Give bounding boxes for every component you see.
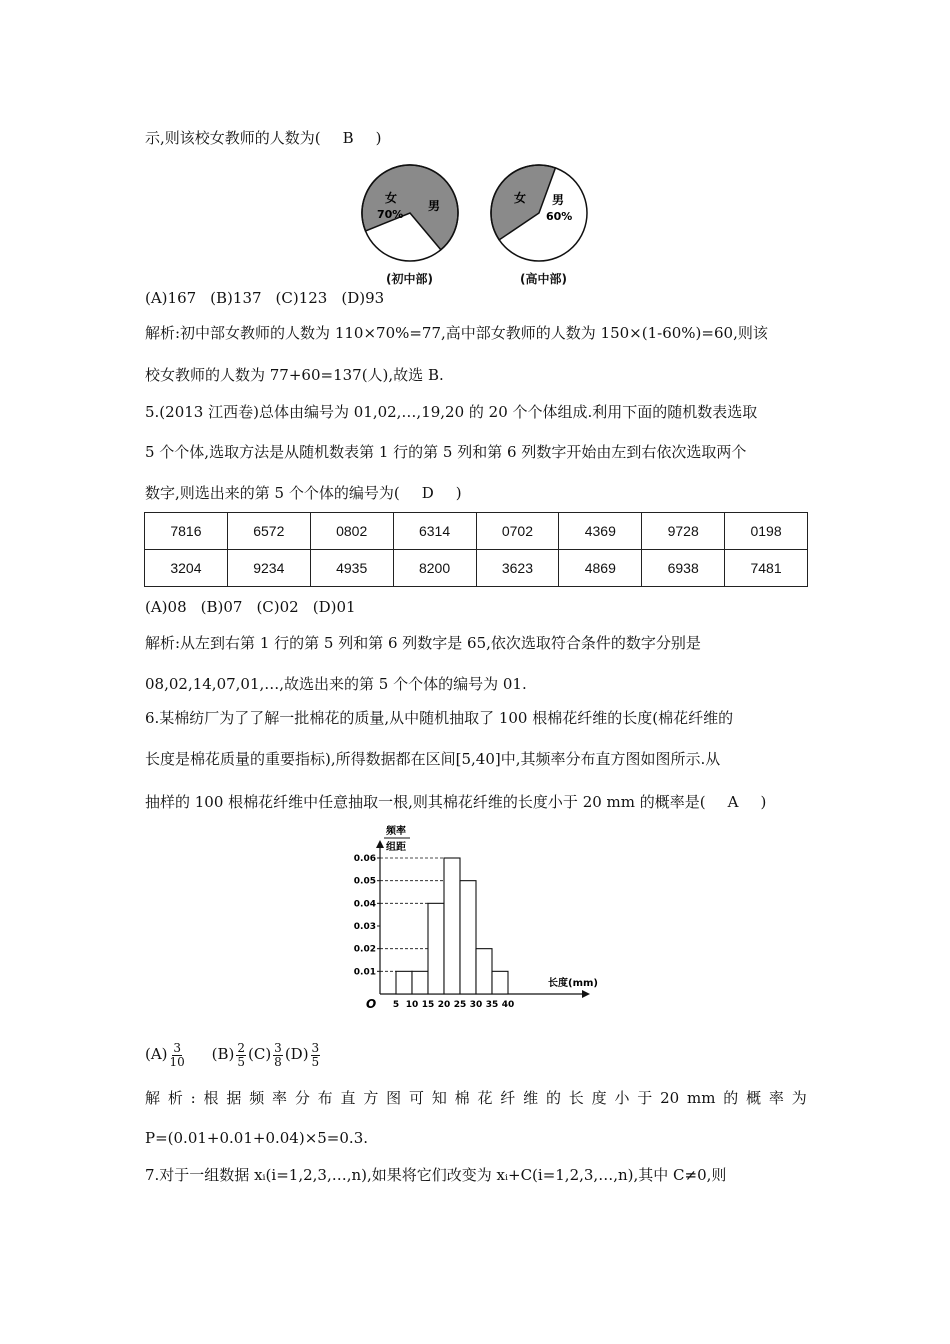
q6-line3: 抽样的 100 根棉花纤维中任意抽取一根,则其棉花纤维的长度小于 20 mm 的概率是( A ) (145, 793, 767, 811)
solution-glyph: 的 (723, 1089, 739, 1107)
y-axis-arrow (376, 840, 384, 848)
solution-glyph: 长 (568, 1089, 584, 1107)
solution-glyph: 棉 (454, 1089, 470, 1107)
histogram-bar (428, 903, 444, 994)
y-tick-label: 0.04 (353, 899, 376, 910)
x-axis-arrow (582, 990, 590, 998)
solution-glyph: 据 (226, 1089, 242, 1107)
y-tick-label: 0.03 (353, 922, 376, 932)
solution-glyph: 小 (614, 1089, 630, 1107)
solution-glyph: 于 (637, 1089, 653, 1107)
q6-options (145, 1040, 322, 1069)
q5-option-b: (B)07 (200, 598, 243, 616)
solution-glyph: 知 (431, 1089, 447, 1107)
solution-glyph: 为 (791, 1089, 807, 1107)
solution-glyph: 概 (746, 1089, 762, 1107)
table-cell: 6572 (227, 513, 310, 550)
table-cell: 6314 (393, 513, 476, 550)
table-cell: 6938 (642, 550, 725, 587)
y-tick-label: 0.06 (353, 854, 376, 864)
q5-solution-line2: 08,02,14,07,01,…,故选出来的第 5 个个体的编号为 01. (145, 675, 527, 693)
solution-glyph: mm (687, 1089, 716, 1107)
q6-line2: 长度是棉花质量的重要指标),所得数据都在区间[5,40]中,其频率分布直方图如图所示.从 (145, 750, 721, 768)
x-tick-label: 30 (469, 1000, 483, 1010)
table-cell: 4869 (559, 550, 642, 587)
solution-glyph: 可 (408, 1089, 424, 1107)
q7-line1: 7.对于一组数据 xᵢ(i=1,2,3,…,n),如果将它们改变为 xᵢ+C(i=1,2,3,…,n),其中 C≠0,则 (145, 1166, 727, 1184)
solution-glyph: 维 (523, 1089, 539, 1107)
x-axis-label: 长度(mm) (548, 978, 598, 989)
solution-glyph: 20 (660, 1089, 680, 1107)
table-cell: 8200 (393, 550, 476, 587)
q6-option-c: (C) $\frac{3}{8}$ (247, 1040, 282, 1069)
table-cell: 7481 (725, 550, 808, 587)
q6-solution-line2: P=(0.01+0.01+0.04)×5=0.3. (145, 1129, 369, 1147)
table-cell: 0802 (310, 513, 393, 550)
pie-junior-female-pct: 70% (377, 208, 404, 221)
solution-glyph: 的 (545, 1089, 561, 1107)
histogram-bar (460, 881, 476, 994)
table-cell: 0198 (725, 513, 808, 550)
q6-option-d: (D) $\frac{3}{5}$ (284, 1040, 320, 1069)
histogram-bar (444, 858, 460, 994)
solution-glyph: 方 (363, 1089, 379, 1107)
y-axis-label-bottom: 组距 (386, 842, 406, 853)
solution-glyph: 率 (272, 1089, 288, 1107)
pie-chart-senior (484, 158, 594, 268)
q4-tail-text: 示,则该校女教师的人数为( (145, 129, 321, 147)
q6-option-b: (B) $\frac{2}{5}$ (211, 1040, 245, 1069)
q4-options (145, 288, 398, 308)
solution-glyph: 图 (386, 1089, 402, 1107)
q5-answer: D (421, 484, 434, 502)
solution-glyph: 花 (477, 1089, 493, 1107)
table-cell: 9234 (227, 550, 310, 587)
pie-senior-caption: (高中部) (520, 272, 567, 286)
solution-glyph: 解 (145, 1089, 161, 1107)
table-cell: 3623 (476, 550, 559, 587)
q6-option-a: (A) $\frac{3}{10}$ (145, 1040, 185, 1069)
table-cell: 0702 (476, 513, 559, 550)
q5-option-a: (A)08 (145, 598, 187, 616)
frequency-histogram (350, 822, 610, 1022)
q4-option-c: (C)123 (275, 289, 328, 307)
pie-senior-female-label: 女 (514, 191, 527, 205)
q4-solution-line1: 解析:初中部女教师的人数为 110×70%=77,高中部女教师的人数为 150×(1-60%)=60,则该 (145, 324, 768, 342)
table-cell: 4369 (559, 513, 642, 550)
q5-option-d: (D)01 (312, 598, 356, 616)
solution-glyph: 度 (591, 1089, 607, 1107)
origin-label: O (366, 997, 377, 1011)
q4-option-b: (B)137 (210, 289, 262, 307)
solution-glyph: 析 (167, 1089, 183, 1107)
x-tick-label: 20 (437, 1000, 451, 1010)
pie-senior-male-label: 男 (552, 193, 565, 207)
pie-senior-male-pct: 60% (546, 210, 573, 223)
histogram-bar (412, 971, 428, 994)
x-tick-label: 5 (392, 1000, 400, 1010)
table-row (145, 550, 808, 587)
solution-glyph: 频 (249, 1089, 265, 1107)
x-tick-label: 40 (501, 1000, 515, 1010)
pie-chart-junior (355, 158, 465, 268)
q5-options (145, 597, 370, 617)
table-row (145, 513, 808, 550)
solution-glyph: 分 (294, 1089, 310, 1107)
x-tick-label: 25 (453, 1000, 467, 1010)
solution-glyph: 直 (340, 1089, 356, 1107)
solution-glyph: 布 (317, 1089, 333, 1107)
solution-glyph: 纤 (500, 1089, 516, 1107)
table-cell: 4935 (310, 550, 393, 587)
q5-line1: 5.(2013 江西卷)总体由编号为 01,02,…,19,20 的 20 个个体组成.利用下面的随机数表选取 (145, 403, 758, 421)
table-cell: 7816 (145, 513, 228, 550)
pie-junior-female-label: 女 (385, 191, 398, 205)
q6-line1: 6.某棉纺厂为了了解一批棉花的质量,从中随机抽取了 100 根棉花纤维的长度(棉花纤维的 (145, 709, 734, 727)
x-tick-label: 15 (421, 1000, 435, 1010)
random-number-table (144, 512, 808, 587)
q5-line3: 数字,则选出来的第 5 个个体的编号为( D ) (145, 484, 462, 502)
q5-line2: 5 个个体,选取方法是从随机数表第 1 行的第 5 列和第 6 列数字开始由左到右依次选取两个 (145, 443, 747, 461)
solution-glyph: : (190, 1089, 196, 1107)
histogram-bar (492, 971, 508, 994)
q4-answer: B (342, 129, 354, 147)
q6-solution-line1 (145, 1088, 807, 1108)
y-tick-label: 0.01 (353, 967, 376, 978)
q4-option-a: (A)167 (145, 289, 197, 307)
x-tick-label: 10 (405, 1000, 419, 1010)
table-cell: 3204 (145, 550, 228, 587)
histogram-bar (476, 949, 492, 994)
solution-glyph: 率 (768, 1089, 784, 1107)
x-tick-label: 35 (485, 1000, 499, 1010)
q4-question-tail: 示,则该校女教师的人数为( B ) (145, 129, 382, 147)
q4-solution-line2: 校女教师的人数为 77+60=137(人),故选 B. (145, 366, 444, 384)
q4-option-d: (D)93 (341, 289, 385, 307)
solution-glyph: 根 (203, 1089, 219, 1107)
y-tick-label: 0.02 (353, 944, 376, 955)
q5-solution-line1: 解析:从左到右第 1 行的第 5 列和第 6 列数字是 65,依次选取符合条件的数字分别是 (145, 634, 701, 652)
table-cell: 9728 (642, 513, 725, 550)
y-axis-label-top: 频率 (386, 826, 406, 837)
pie-junior-caption: (初中部) (386, 272, 433, 286)
y-tick-label: 0.05 (353, 876, 376, 887)
q5-option-c: (C)02 (256, 598, 299, 616)
q6-answer: A (727, 793, 739, 811)
pie-junior-male-label: 男 (428, 199, 441, 213)
histogram-bar (396, 971, 412, 994)
